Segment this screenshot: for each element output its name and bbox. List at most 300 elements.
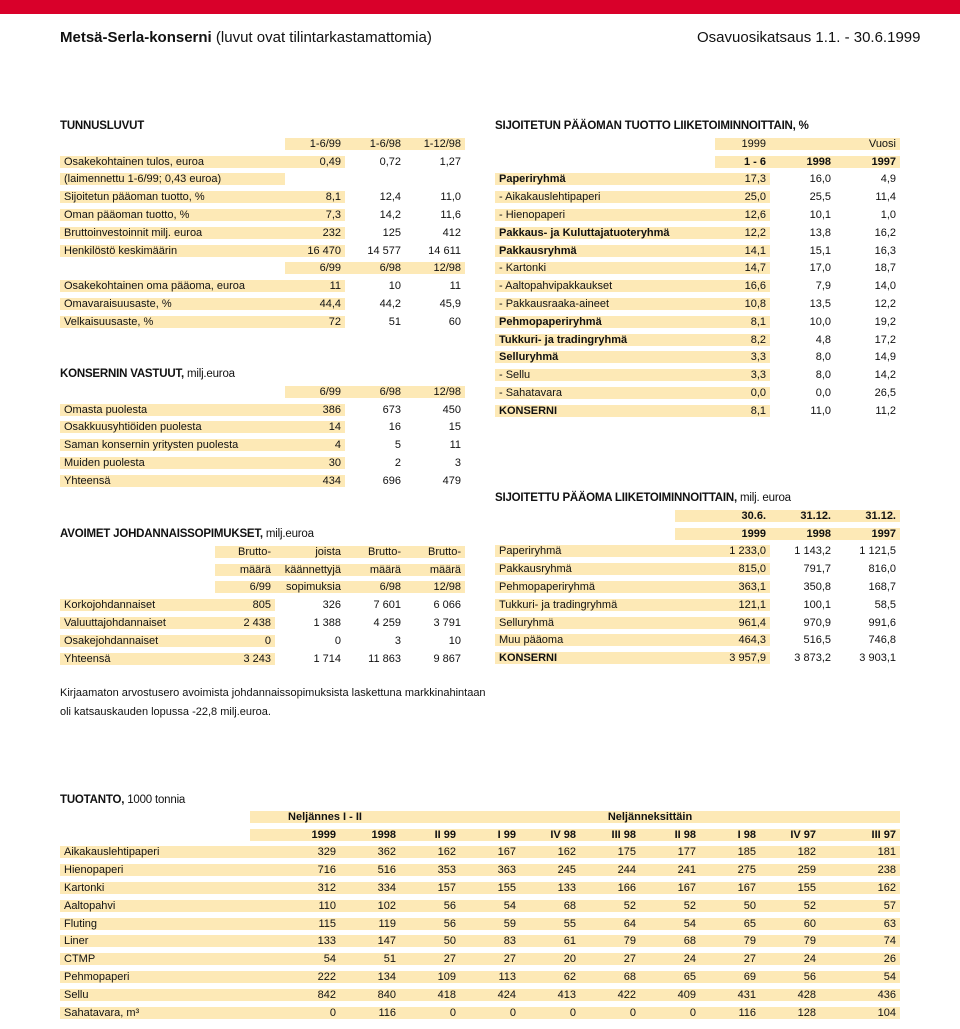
table-cell: 0 [215,635,275,647]
row-label: (laimennettu 1-6/99; 0,43 euroa) [60,173,285,185]
column-header: Brutto- [405,546,465,558]
table-cell: 64 [580,918,640,930]
table-cell: 363 [460,864,520,876]
table-cell: 30 [285,457,345,469]
table-row [60,1004,900,1022]
table-cell: 363,1 [675,581,770,593]
table-cell: 245 [520,864,580,876]
table-cell: 20 [520,953,580,965]
section-title: SIJOITETTU PÄÄOMA LIIKETOIMINNOITTAIN, milj. euroa [495,492,791,504]
table-cell: 11 [449,280,461,293]
header-row [60,383,465,401]
table-cell: 25,5 [809,191,831,204]
table-cell: 232 [285,227,345,239]
table-row [60,401,465,419]
table-cell: 6 066 [433,599,461,612]
table-cell: 15 [448,421,461,434]
brand-bar [0,0,960,14]
table-row [60,472,465,490]
row-label: Yhteensä [60,475,285,487]
row-label: Pakkausryhmä [495,563,675,575]
table-cell: 27 [400,953,460,965]
table-cell: 431 [700,989,760,1001]
table-cell: 182 [760,846,820,858]
table-row [60,419,465,437]
company-note: (luvut ovat tilintarkastamattomia) [215,29,432,46]
table-cell: 79 [580,935,640,947]
table-cell: 44,2 [379,298,401,311]
table-cell: 1 143,2 [794,545,831,558]
table-cell: 10,1 [809,209,831,222]
header-row [60,808,900,826]
table-cell: 516 [340,864,400,876]
table-row [495,349,900,367]
table-cell: 3 903,1 [859,652,896,665]
table-cell: 119 [340,918,400,930]
table-cell: 961,4 [675,617,770,629]
table-cell: 15,1 [809,244,831,257]
table-cell: 155 [760,882,820,894]
table-row [60,879,900,897]
table-row [60,897,900,915]
table-cell: 79 [700,935,760,947]
table-cell: 79 [760,935,820,947]
table-cell: 162 [520,846,580,858]
table-cell: 10 [448,634,461,647]
table-cell: 222 [250,971,340,983]
column-header: II 99 [400,829,460,841]
table-row [495,543,900,561]
table-cell: 11 [449,439,461,452]
table-cell: 68 [520,900,580,912]
table-cell: 12,4 [379,191,401,204]
table-cell: 166 [580,882,640,894]
footnote-line: oli katsauskauden lopussa -22,8 milj.euroa. [60,706,271,718]
table-cell: 17,0 [809,262,831,275]
table-cell: 516,5 [803,634,831,647]
table-cell: 12,2 [874,298,896,311]
table-cell: 175 [580,846,640,858]
row-label: - Pakkausraaka-aineet [495,298,715,310]
row-label: Pehmopaperiryhmä [495,581,675,593]
table-row [495,188,900,206]
table-row [60,986,900,1004]
column-header: 6/98 [345,262,405,274]
table-cell: 409 [640,989,700,1001]
table-cell: 7 601 [373,599,401,612]
table-cell: 104 [820,1007,900,1019]
table-cell: 134 [340,971,400,983]
table-cell: 155 [460,882,520,894]
column-header: 12/98 [405,581,465,593]
table-cell: 12,6 [715,209,770,221]
column-header: 6/99 [215,581,275,593]
table-cell: 14 611 [428,244,461,257]
table-cell: 0,0 [815,387,831,400]
section-title: TUOTANTO, 1000 tonnia [60,794,186,806]
column-header: I 98 [700,829,760,841]
table-cell: 386 [285,404,345,416]
table-cell: 8,0 [815,351,831,364]
table-cell: 3,3 [715,351,770,363]
row-label: Muu pääoma [495,634,675,646]
table-row [495,331,900,349]
table-row [495,632,900,650]
table-cell: 11 863 [368,652,401,665]
column-header: sopimuksia [275,581,345,593]
table-cell: 1 714 [313,652,341,665]
table-cell: 26 [820,953,900,965]
table-cell: 16,6 [715,280,770,292]
column-header: 1999 [675,528,770,540]
table-cell: 60 [760,918,820,930]
johdannaiset-table [60,543,465,668]
table-cell: 14,7 [715,262,770,274]
table-cell: 57 [820,900,900,912]
table-cell: 61 [520,935,580,947]
table-cell: 100,1 [803,598,831,611]
table-cell: 0 [580,1007,640,1019]
group-header: Neljänneksittäin [400,811,900,823]
table-row [60,224,465,242]
table-cell: 3,3 [715,369,770,381]
table-cell: 8,0 [815,369,831,382]
row-label: Aikakauslehtipaperi [60,846,250,858]
vastuut-table [60,383,465,490]
column-header: käännettyjä [275,564,345,576]
row-label: Kartonki [60,882,250,894]
table-cell: 428 [760,989,820,1001]
table-cell: 56 [400,918,460,930]
table-cell: 0 [250,1007,340,1019]
table-cell: 69 [700,971,760,983]
table-row [495,171,900,189]
table-cell: 10,0 [809,315,831,328]
table-row [60,933,900,951]
table-cell: 16,2 [874,226,896,239]
column-header: IV 97 [760,829,820,841]
row-label: Hienopaperi [60,864,250,876]
row-label: Valuuttajohdannaiset [60,617,215,629]
table-cell: 83 [460,935,520,947]
table-cell: 58,5 [874,598,896,611]
table-cell: 181 [820,846,900,858]
table-cell: 50 [700,900,760,912]
table-row [60,596,465,614]
table-cell: 133 [250,935,340,947]
table-cell: 3 243 [215,653,275,665]
table-cell: 4 259 [373,617,401,630]
table-cell: 52 [640,900,700,912]
table-row [60,295,465,313]
table-cell: 1,27 [439,155,461,168]
column-header: 12/98 [405,262,465,274]
tunnusluvut-section [60,120,144,132]
table-cell: 24 [760,953,820,965]
row-label: Muiden puolesta [60,457,285,469]
table-cell: 128 [760,1007,820,1019]
column-header: 1997 [835,528,900,540]
table-cell: 14,9 [874,351,896,364]
table-cell: 14,2 [874,369,896,382]
table-row [60,968,900,986]
table-cell: 167 [640,882,700,894]
column-header: 1998 [770,156,835,168]
table-row [60,277,465,295]
table-cell: 11,2 [875,404,896,417]
row-label: - Kartonki [495,262,715,274]
row-label: Tukkuri- ja tradingryhmä [495,334,715,346]
table-cell: 167 [460,846,520,858]
column-header: 6/98 [345,581,405,593]
row-label: Oman pääoman tuotto, % [60,209,285,221]
table-cell: 65 [700,918,760,930]
table-row [60,632,465,650]
table-cell: 14,0 [874,280,896,293]
table-cell: 244 [580,864,640,876]
table-cell: 27 [700,953,760,965]
table-row [495,384,900,402]
table-cell: 125 [382,226,401,239]
table-cell: 3 [454,457,461,470]
table-cell: 45,9 [439,298,461,311]
table-cell: 3 957,9 [675,652,770,664]
table-row [60,171,465,189]
table-cell: 44,4 [285,298,345,310]
table-cell: 8,1 [285,191,345,203]
header-row [60,826,900,844]
table-cell: 334 [340,882,400,894]
table-row [60,950,900,968]
column-header: 31.12. [770,510,835,522]
table-cell: 14,2 [379,209,401,222]
row-label: Omavaraisuusaste, % [60,298,285,310]
table-cell: 25,0 [715,191,770,203]
column-header: 6/98 [345,386,405,398]
table-cell: 54 [640,918,700,930]
column-header: 30.6. [675,510,770,522]
column-header: 31.12. [835,510,900,522]
row-label: CTMP [60,953,250,965]
row-label: - Aikakauslehtipaperi [495,191,715,203]
column-header: määrä [345,564,405,576]
row-label: Omasta puolesta [60,404,285,416]
footnote-line: Kirjaamaton arvostusero avoimista johdannaissopimuksista laskettuna markkinahintaan [60,687,486,699]
header-row [60,260,465,278]
row-label: Fluting [60,918,250,930]
table-row [60,650,465,668]
report-title: Osavuosikatsaus 1.1. - 30.6.1999 [697,29,921,46]
row-label: Sahatavara, m³ [60,1007,250,1019]
table-row [495,206,900,224]
table-cell: 11,0 [440,191,461,204]
table-cell: 746,8 [868,634,896,647]
table-cell: 436 [820,989,900,1001]
table-cell: 0 [640,1007,700,1019]
table-cell: 353 [400,864,460,876]
header-row [60,579,465,597]
row-label: Sijoitetun pääoman tuotto, % [60,191,285,203]
row-label: Paperiryhmä [495,173,715,185]
table-cell: 418 [400,989,460,1001]
column-header: III 98 [580,829,640,841]
table-cell: 10,8 [715,298,770,310]
table-cell: 12,2 [715,227,770,239]
row-label: - Aaltopahvipakkaukset [495,280,715,292]
row-label: Aaltopahvi [60,900,250,912]
table-cell: 259 [760,864,820,876]
table-cell: 27 [460,953,520,965]
table-cell: 13,8 [809,226,831,239]
table-row [495,578,900,596]
table-cell: 59 [460,918,520,930]
section-title: AVOIMET JOHDANNAISSOPIMUKSET, milj.euroa [60,528,314,540]
column-header: 1998 [340,829,400,841]
row-label: Pakkaus- ja Kuluttajatuoteryhmä [495,227,715,239]
row-label: Liner [60,935,250,947]
table-cell: 60 [448,315,461,328]
table-cell: 56 [400,900,460,912]
column-header: 1998 [770,528,835,540]
table-row [495,614,900,632]
table-cell: 450 [442,403,461,416]
table-cell: 0 [334,634,341,647]
tunnusluvut-table [60,135,465,331]
table-cell: 63 [820,918,900,930]
footnote [60,684,486,722]
table-cell: 1 233,0 [675,545,770,557]
table-row [495,313,900,331]
table-cell: 54 [820,971,900,983]
column-header: 1 - 6 [715,156,770,168]
table-cell: 115 [250,918,340,930]
table-cell: 18,7 [874,262,896,275]
table-row [60,206,465,224]
table-cell: 0,0 [715,387,770,399]
header-row [495,507,900,525]
row-label: Yhteensä [60,653,215,665]
table-cell: 113 [460,971,520,983]
table-row [495,649,900,667]
table-row [60,915,900,933]
table-cell: 50 [400,935,460,947]
tuotanto-section [60,794,185,806]
table-cell: 16,0 [809,173,831,186]
row-label: Henkilöstö keskimäärin [60,245,285,257]
table-cell: 27 [580,953,640,965]
table-cell: 0 [460,1007,520,1019]
table-cell: 464,3 [675,634,770,646]
table-cell: 167 [700,882,760,894]
paaoma-table [495,507,900,667]
table-cell: 0 [400,1007,460,1019]
column-header: I 99 [460,829,520,841]
company-name: Metsä-Serla-konserni [60,29,212,46]
table-cell: 157 [400,882,460,894]
table-cell: 110 [250,900,340,912]
table-cell: 716 [250,864,340,876]
row-label: Sellu [60,989,250,1001]
table-cell: 52 [760,900,820,912]
table-row [495,295,900,313]
table-cell: 3 [394,634,401,647]
table-cell: 805 [215,599,275,611]
column-header: määrä [405,564,465,576]
table-cell: 17,2 [874,333,896,346]
table-cell: 7,3 [285,209,345,221]
johdannaiset-section [60,528,314,540]
table-cell: 74 [820,935,900,947]
column-header: Brutto- [345,546,405,558]
table-cell: 5 [394,439,401,452]
table-cell: 65 [640,971,700,983]
table-cell: 116 [700,1007,760,1019]
column-header: 1999 [250,829,340,841]
header-row [495,135,900,153]
table-cell: 816,0 [868,563,896,576]
table-cell: 14,1 [715,245,770,257]
table-cell: 16 470 [285,245,345,257]
table-cell: 4 [285,439,345,451]
table-row [60,242,465,260]
table-cell: 16 [388,421,401,434]
table-cell: 422 [580,989,640,1001]
table-cell: 2 438 [215,617,275,629]
table-cell: 0,49 [285,156,345,168]
table-cell: 17,3 [715,173,770,185]
table-cell: 13,5 [809,298,831,311]
table-cell: 55 [520,918,580,930]
table-cell: 51 [340,953,400,965]
table-cell: 24 [640,953,700,965]
table-cell: 51 [388,315,401,328]
table-row [495,277,900,295]
tuotto-section [495,120,809,132]
table-cell: 3 873,2 [794,652,831,665]
table-row [60,188,465,206]
table-cell: 350,8 [803,581,831,594]
table-cell: 275 [700,864,760,876]
table-cell: 9 867 [433,652,461,665]
table-cell: 147 [340,935,400,947]
row-label: Pakkausryhmä [495,245,715,257]
table-cell: 970,9 [803,616,831,629]
section-title: KONSERNIN VASTUUT, milj.euroa [60,368,235,380]
table-cell: 241 [640,864,700,876]
table-cell: 673 [382,403,401,416]
table-cell: 11,4 [875,191,896,204]
row-label: - Sellu [495,369,715,381]
table-cell: 26,5 [874,387,896,400]
row-label: Paperiryhmä [495,545,675,557]
table-cell: 840 [340,989,400,1001]
table-cell: 0 [520,1007,580,1019]
row-label: Korkojohdannaiset [60,599,215,611]
column-header: 6/99 [285,262,345,274]
row-label: Pehmopaperi [60,971,250,983]
table-cell: 412 [442,226,461,239]
header-row [495,525,900,543]
table-cell: 116 [340,1007,400,1019]
group-header: Neljännes I - II [250,811,400,823]
table-row [60,436,465,454]
table-cell: 312 [250,882,340,894]
row-label: KONSERNI [495,405,715,417]
table-cell: 8,1 [715,316,770,328]
header-row [60,135,465,153]
table-cell: 4,9 [880,173,896,186]
header-row [60,561,465,579]
